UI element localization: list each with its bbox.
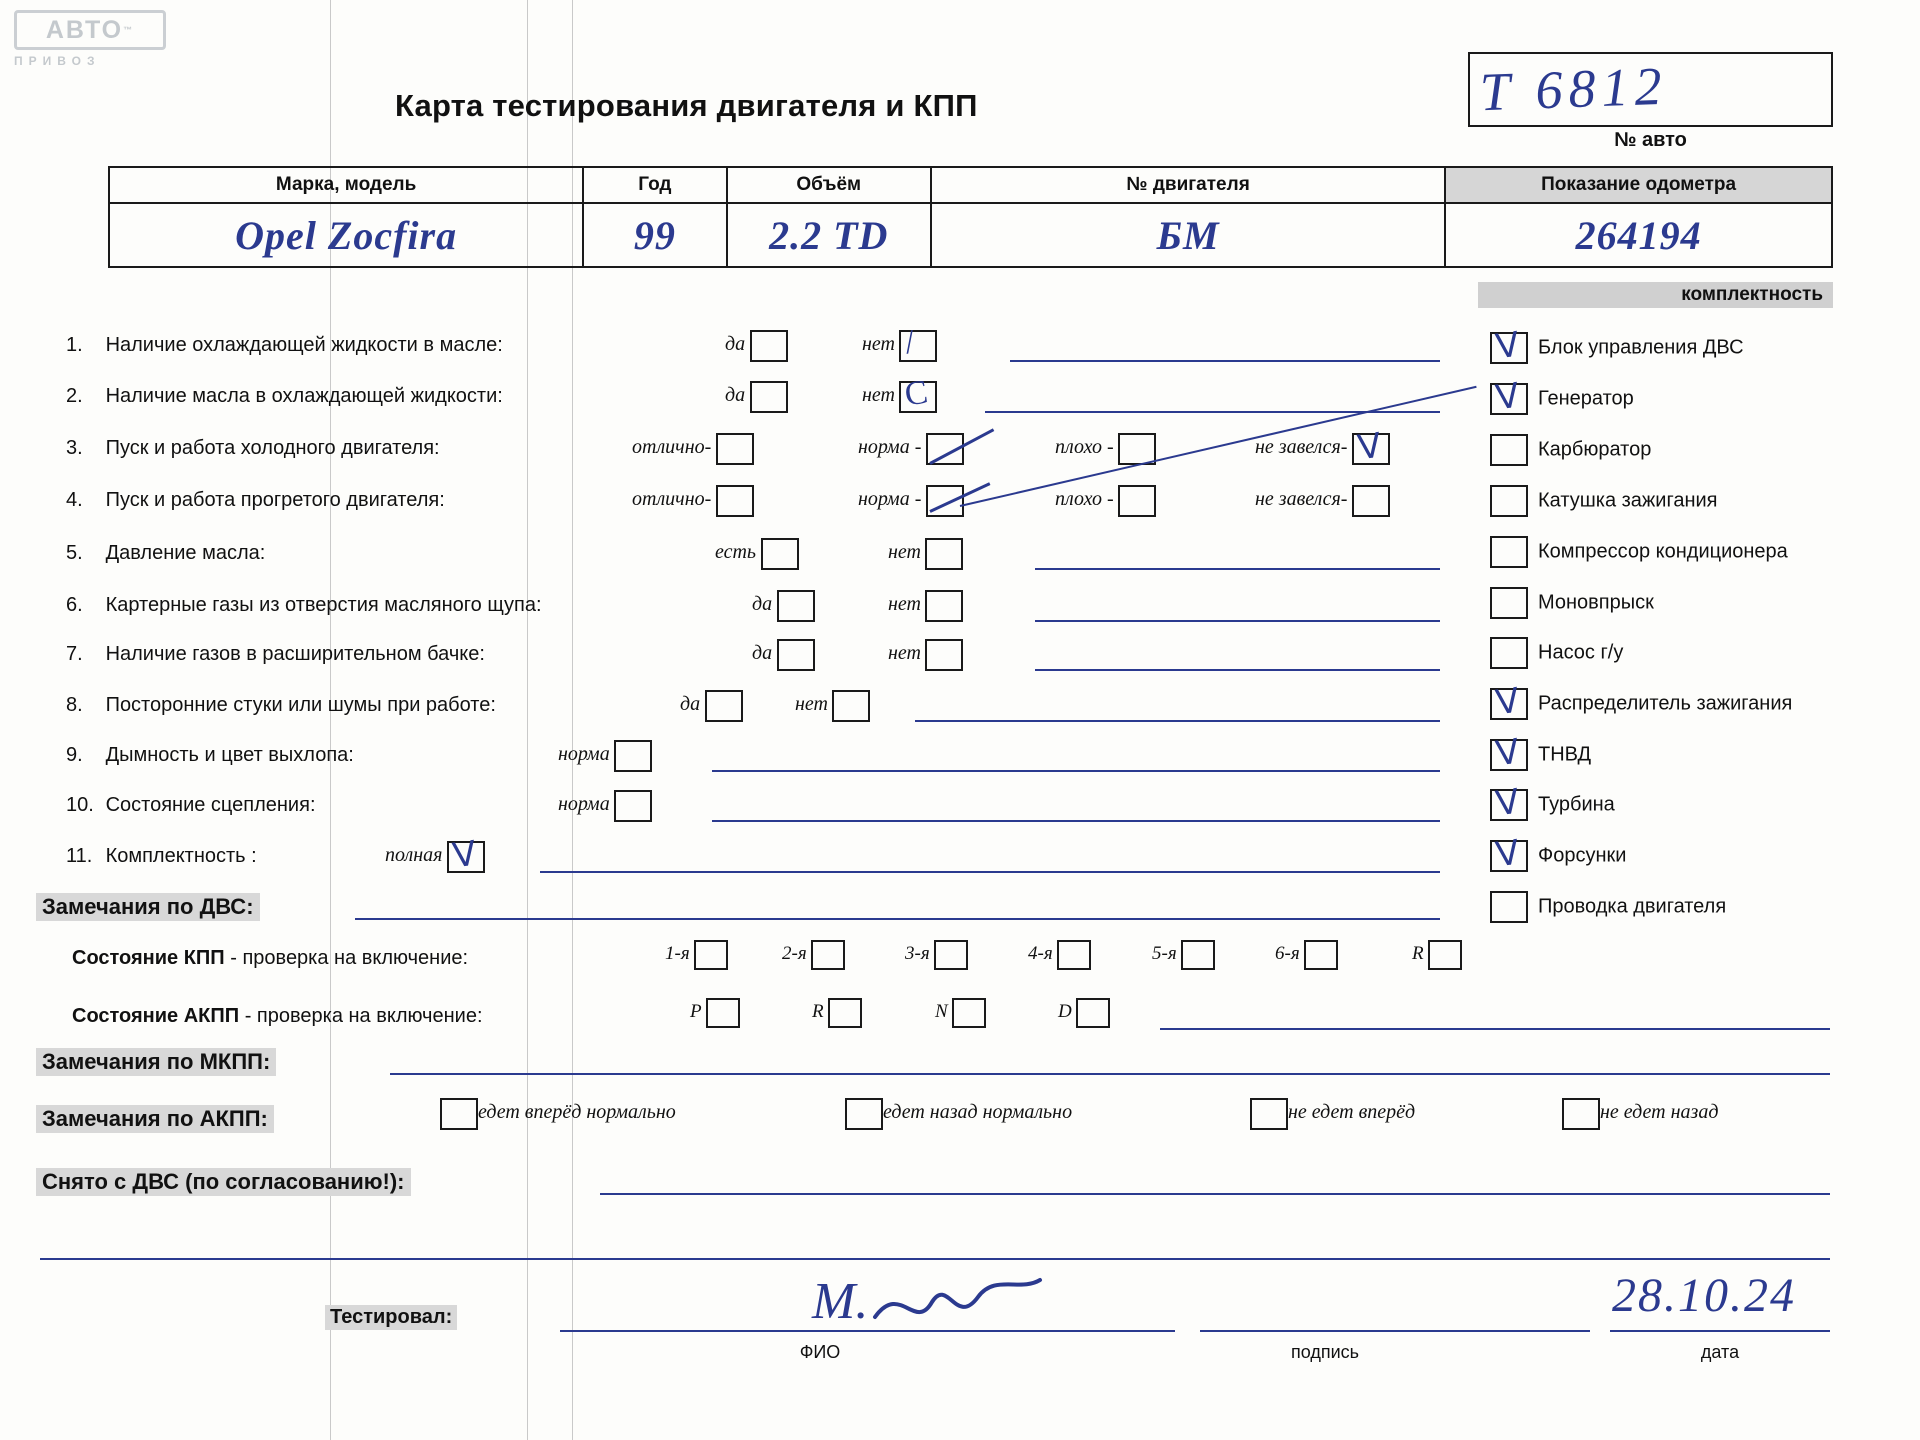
q11-full-tick: ᐯ: [450, 835, 479, 876]
question-text-8: Посторонние стуки или шумы при работе:: [105, 694, 496, 716]
q3-excellent-checkbox[interactable]: [716, 433, 754, 465]
mkpp-gear-6: [1275, 940, 1338, 970]
value-odometer[interactable]: [1445, 203, 1832, 267]
q5-option-no: [888, 538, 963, 570]
signature-label: подпись: [1290, 1342, 1360, 1362]
q5-yes-label: есть: [715, 541, 757, 564]
q9-note-line[interactable]: [712, 770, 1440, 772]
q1-yes-checkbox[interactable]: [750, 330, 788, 362]
value-year-text: 99: [633, 212, 676, 258]
value-volume[interactable]: [727, 203, 931, 267]
akpp-drive-reverse-ok: [845, 1098, 1072, 1130]
akpp-drive-forward-ok: [440, 1098, 676, 1130]
mkpp-gear-r-checkbox[interactable]: [1428, 940, 1462, 970]
q5-note-line[interactable]: [1035, 568, 1440, 570]
q7-yes-checkbox[interactable]: [777, 639, 815, 671]
q3-bad-label: плохо -: [1055, 436, 1114, 459]
completeness-item-injection-pump[interactable]: [1490, 733, 1592, 774]
q1-option-yes: [725, 330, 788, 362]
q1-yes-label: да: [725, 333, 746, 356]
completeness-distributor-checkbox[interactable]: [1490, 682, 1528, 723]
q6-yes-label: да: [752, 593, 773, 616]
fio-label: ФИО: [799, 1342, 841, 1362]
q6-no-checkbox[interactable]: [925, 590, 963, 622]
akpp-no-forward-label: не едет вперёд: [1288, 1101, 1416, 1124]
removed-line-2[interactable]: [40, 1258, 1830, 1260]
q11-full-label: полная: [385, 844, 443, 867]
akpp-mode-n-label: N: [935, 1001, 948, 1023]
question-text-7: Наличие газов в расширительном бачке:: [105, 643, 485, 665]
completeness-generator-label: Генератор: [1538, 387, 1634, 410]
q8-option-yes: [680, 690, 743, 722]
completeness-item-turbine[interactable]: [1490, 783, 1615, 824]
q2-yes-label: да: [725, 384, 746, 407]
q4-nostart-label: не завелся-: [1255, 488, 1348, 511]
mkpp-gear-1-checkbox[interactable]: [694, 940, 728, 970]
mkpp-gear-3-label: 3-я: [905, 943, 930, 965]
q5-no-label: нет: [888, 541, 921, 564]
completeness-item-distributor[interactable]: [1490, 682, 1793, 723]
section-removed-label: Снято с ДВС (по согласованию!):: [36, 1168, 411, 1196]
handwritten-sweep-stroke: [960, 386, 1477, 507]
question-row-1: [66, 334, 503, 357]
completeness-distributor-label: Распределитель зажигания: [1538, 692, 1793, 715]
q1-no-tick: /: [902, 323, 918, 362]
question-number-6: 6.: [66, 594, 83, 616]
completeness-item-engine-wiring[interactable]: [1490, 891, 1726, 923]
q2-no-tick: C: [902, 373, 931, 414]
q4-option-excellent: [632, 485, 754, 517]
completeness-ignition-coil-checkbox[interactable]: [1490, 485, 1528, 517]
completeness-power-steering-pump-checkbox[interactable]: [1490, 637, 1528, 669]
mkpp-gear-4-checkbox[interactable]: [1057, 940, 1091, 970]
tester-label: Тестировал:: [325, 1305, 457, 1330]
q10-normal-checkbox[interactable]: [614, 790, 652, 822]
question-row-6: [66, 594, 542, 617]
q2-option-yes: [725, 381, 788, 413]
q7-note-line[interactable]: [1035, 669, 1440, 671]
q2-option-no: [862, 373, 937, 414]
date-label: дата: [1700, 1342, 1740, 1362]
question-text-3: Пуск и работа холодного двигателя:: [105, 437, 440, 459]
q10-note-line[interactable]: [712, 820, 1440, 822]
q7-no-label: нет: [888, 642, 921, 665]
completeness-turbine-label: Турбина: [1538, 793, 1615, 816]
completeness-injectors-tick: ᐯ: [1493, 834, 1522, 875]
completeness-ecu-label: Блок управления ДВС: [1538, 336, 1744, 359]
q3-nostart-checkbox[interactable]: [1352, 427, 1390, 468]
akpp-check-line[interactable]: [1160, 1028, 1830, 1030]
question-number-3: 3.: [66, 437, 83, 459]
value-odometer-text: 264194: [1575, 212, 1702, 258]
question-number-4: 4.: [66, 489, 83, 511]
removed-line-1[interactable]: [600, 1193, 1830, 1195]
completeness-ecu-checkbox[interactable]: [1490, 326, 1528, 367]
completeness-monoinjection-label: Моновпрыск: [1538, 591, 1654, 614]
completeness-header: комплектность: [1478, 282, 1833, 308]
q8-note-line[interactable]: [915, 720, 1440, 722]
q1-option-no: [862, 323, 937, 362]
akpp-mode-d-checkbox[interactable]: [1076, 998, 1110, 1028]
plate-number-value: Т 6812: [1479, 55, 1669, 123]
akpp-mode-r-checkbox[interactable]: [828, 998, 862, 1028]
completeness-item-ecu[interactable]: [1490, 326, 1744, 367]
akpp-no-reverse-checkbox[interactable]: [1562, 1098, 1600, 1130]
question-number-11: 11.: [66, 845, 93, 867]
completeness-turbine-tick: ᐯ: [1493, 783, 1522, 824]
question-row-2: [66, 385, 503, 408]
completeness-item-injectors[interactable]: [1490, 834, 1627, 875]
mkpp-check-label: [72, 947, 468, 970]
akpp-drive-forward-ok-label: едет вперёд нормально: [478, 1101, 676, 1124]
question-row-7: [66, 643, 485, 666]
question-number-7: 7.: [66, 643, 83, 665]
akpp-mode-p: [690, 998, 740, 1028]
q9-normal-label: норма: [558, 743, 610, 766]
q5-option-yes: [715, 538, 799, 570]
question-row-9: [66, 744, 354, 767]
question-text-2: Наличие масла в охлаждающей жидкости:: [105, 385, 503, 407]
q5-yes-checkbox[interactable]: [761, 538, 799, 570]
akpp-drive-forward-ok-checkbox[interactable]: [440, 1098, 478, 1130]
q4-option-nostart: [1255, 485, 1390, 517]
header-year: Год: [583, 167, 726, 203]
q3-option-normal: [858, 433, 964, 465]
q11-note-line[interactable]: [540, 871, 1440, 873]
akpp-no-reverse: [1562, 1098, 1718, 1130]
watermark-logo: [14, 10, 184, 72]
akpp-drive-reverse-ok-checkbox[interactable]: [845, 1098, 883, 1130]
date-line[interactable]: [1610, 1330, 1830, 1332]
table-value-row: [109, 203, 1832, 267]
plate-number-label: № авто: [1614, 129, 1687, 151]
completeness-engine-wiring-label: Проводка двигателя: [1538, 895, 1727, 918]
q7-yes-label: да: [752, 642, 773, 665]
completeness-ecu-tick: ᐯ: [1493, 326, 1522, 367]
q11-full-checkbox[interactable]: [447, 835, 485, 876]
mkpp-gear-5: [1152, 940, 1215, 970]
mkpp-gear-2-label: 2-я: [782, 943, 807, 965]
header-engine-number: № двигателя: [931, 167, 1445, 203]
akpp-mode-n: [935, 998, 986, 1028]
q8-yes-label: да: [680, 693, 701, 716]
completeness-ignition-coil-label: Катушка зажигания: [1538, 489, 1718, 512]
dvs-notes-line[interactable]: [355, 918, 1440, 920]
header-volume: Объём: [727, 167, 931, 203]
mkpp-gear-3: [905, 940, 968, 970]
question-number-1: 1.: [66, 334, 83, 356]
q3-option-bad: [1055, 433, 1156, 465]
q4-normal-label: норма -: [858, 488, 922, 511]
completeness-item-carburetor[interactable]: [1490, 434, 1651, 466]
section-akpp-notes-label: Замечания по АКПП:: [36, 1105, 274, 1133]
question-number-5: 5.: [66, 542, 83, 564]
completeness-monoinjection-checkbox[interactable]: [1490, 587, 1528, 619]
completeness-injectors-label: Форсунки: [1538, 844, 1627, 867]
completeness-distributor-tick: ᐯ: [1493, 682, 1522, 723]
akpp-mode-p-checkbox[interactable]: [706, 998, 740, 1028]
q6-yes-checkbox[interactable]: [777, 590, 815, 622]
q1-no-checkbox[interactable]: [899, 323, 937, 362]
header-make-model: Марка, модель: [109, 167, 583, 203]
akpp-drive-reverse-ok-label: едет назад нормально: [883, 1101, 1073, 1124]
question-number-2: 2.: [66, 385, 83, 407]
completeness-ac-compressor-checkbox[interactable]: [1490, 536, 1528, 568]
mkpp-gear-5-checkbox[interactable]: [1181, 940, 1215, 970]
mkpp-gear-6-checkbox[interactable]: [1304, 940, 1338, 970]
fio-handwritten: М.: [812, 1273, 869, 1330]
mkpp-gear-4-label: 4-я: [1028, 943, 1053, 965]
value-make-model[interactable]: [109, 203, 583, 267]
q2-yes-checkbox[interactable]: [750, 381, 788, 413]
q4-bad-checkbox[interactable]: [1118, 485, 1156, 517]
completeness-engine-wiring-checkbox[interactable]: [1490, 891, 1528, 923]
q3-excellent-label: отлично-: [632, 436, 712, 459]
completeness-item-generator[interactable]: [1490, 377, 1634, 418]
mkpp-gear-1-label: 1-я: [665, 943, 690, 965]
mkpp-gear-1: [665, 940, 728, 970]
mkpp-gear-r-label: R: [1412, 943, 1424, 965]
question-row-3: [66, 437, 440, 460]
akpp-check-label-tail: - проверка на включение:: [239, 1005, 483, 1027]
value-engine-number-text: БМ: [1156, 212, 1220, 258]
completeness-generator-tick: ᐯ: [1493, 377, 1522, 418]
question-text-1: Наличие охлаждающей жидкости в масле:: [105, 334, 503, 356]
question-text-6: Картерные газы из отверстия масляного щупа:: [105, 594, 542, 616]
akpp-check-label: [72, 1005, 483, 1028]
q3-normal-label: норма -: [858, 436, 922, 459]
q10-normal-label: норма: [558, 793, 610, 816]
completeness-item-monoinjection[interactable]: [1490, 587, 1654, 619]
table-header-row: [109, 167, 1832, 203]
question-text-5: Давление масла:: [105, 542, 266, 564]
akpp-mode-p-label: P: [690, 1001, 702, 1023]
q4-excellent-checkbox[interactable]: [716, 485, 754, 517]
q2-no-label: нет: [862, 384, 895, 407]
value-engine-number[interactable]: [931, 203, 1445, 267]
q4-option-bad: [1055, 485, 1156, 517]
completeness-ac-compressor-label: Компрессор кондиционера: [1538, 540, 1788, 563]
question-number-8: 8.: [66, 694, 83, 716]
completeness-item-ignition-coil[interactable]: [1490, 485, 1718, 517]
question-text-11: Комплектность :: [105, 845, 257, 867]
q7-no-checkbox[interactable]: [925, 639, 963, 671]
mkpp-gear-r: [1412, 940, 1462, 970]
question-row-5: [66, 542, 265, 565]
q6-option-no: [888, 590, 963, 622]
mkpp-gear-5-label: 5-я: [1152, 943, 1177, 965]
akpp-mode-n-checkbox[interactable]: [952, 998, 986, 1028]
q8-option-no: [795, 690, 870, 722]
q8-no-checkbox[interactable]: [832, 690, 870, 722]
q1-note-line[interactable]: [1010, 360, 1440, 362]
question-text-9: Дымность и цвет выхлопа:: [105, 744, 354, 766]
q11-option-full: [385, 835, 485, 876]
section-dvs-notes-label: Замечания по ДВС:: [36, 893, 260, 921]
completeness-carburetor-checkbox[interactable]: [1490, 434, 1528, 466]
q5-no-checkbox[interactable]: [925, 538, 963, 570]
akpp-mode-d: [1058, 998, 1110, 1028]
question-row-11: [66, 845, 257, 868]
q6-no-label: нет: [888, 593, 921, 616]
q10-option-normal: [558, 790, 652, 822]
q4-nostart-checkbox[interactable]: [1352, 485, 1390, 517]
question-text-10: Состояние сцепления:: [105, 794, 316, 816]
completeness-injection-pump-checkbox[interactable]: [1490, 733, 1528, 774]
mkpp-gear-6-label: 6-я: [1275, 943, 1300, 965]
watermark-brand-text: АВТО: [45, 15, 124, 44]
mkpp-notes-line[interactable]: [390, 1073, 1830, 1075]
q4-excellent-label: отлично-: [632, 488, 712, 511]
mkpp-check-label-tail: - проверка на включение:: [224, 947, 469, 969]
q6-option-yes: [752, 590, 815, 622]
completeness-injection-pump-tick: ᐯ: [1493, 733, 1522, 774]
mkpp-gear-4: [1028, 940, 1091, 970]
q2-no-checkbox[interactable]: [899, 373, 937, 414]
completeness-turbine-checkbox[interactable]: [1490, 783, 1528, 824]
akpp-check-label-strong: Состояние АКПП: [72, 1005, 240, 1027]
completeness-item-ac-compressor[interactable]: [1490, 536, 1788, 568]
q6-note-line[interactable]: [1035, 620, 1440, 622]
completeness-generator-checkbox[interactable]: [1490, 377, 1528, 418]
value-year[interactable]: [583, 203, 726, 267]
q3-option-excellent: [632, 433, 754, 465]
mkpp-check-label-strong: Состояние КПП: [72, 947, 225, 969]
question-row-8: [66, 694, 496, 717]
q7-option-yes: [752, 639, 815, 671]
page-title: Карта тестирования двигателя и КПП: [395, 88, 978, 123]
signature-scribble: [870, 1272, 1120, 1342]
header-odometer: Показание одометра: [1445, 167, 1832, 203]
mkpp-gear-2: [782, 940, 845, 970]
q9-option-normal: [558, 740, 652, 772]
question-number-10: 10.: [66, 794, 94, 816]
akpp-no-reverse-label: не едет назад: [1600, 1101, 1719, 1124]
q8-yes-checkbox[interactable]: [705, 690, 743, 722]
akpp-mode-d-label: D: [1058, 1001, 1072, 1023]
question-text-4: Пуск и работа прогретого двигателя:: [105, 489, 445, 511]
q8-no-label: нет: [795, 693, 828, 716]
akpp-no-forward-checkbox[interactable]: [1250, 1098, 1288, 1130]
question-row-10: [66, 794, 316, 817]
completeness-carburetor-label: Карбюратор: [1538, 438, 1652, 461]
q9-normal-checkbox[interactable]: [614, 740, 652, 772]
mkpp-gear-2-checkbox[interactable]: [811, 940, 845, 970]
q4-bad-label: плохо -: [1055, 488, 1114, 511]
mkpp-gear-3-checkbox[interactable]: [934, 940, 968, 970]
watermark-tm: ™: [123, 25, 135, 35]
watermark-sub: ПРИВОЗ: [14, 54, 101, 68]
q3-option-nostart: [1255, 427, 1390, 468]
vehicle-id-table: [108, 166, 1833, 268]
akpp-mode-r-label: R: [812, 1001, 824, 1023]
watermark-brand: [14, 10, 166, 50]
completeness-injectors-checkbox[interactable]: [1490, 834, 1528, 875]
akpp-mode-r: [812, 998, 862, 1028]
completeness-power-steering-pump-label: Насос г/у: [1538, 641, 1624, 664]
q7-option-no: [888, 639, 963, 671]
question-row-4: [66, 489, 445, 512]
date-handwritten: 28.10.24: [1612, 1269, 1796, 1322]
q1-no-label: нет: [862, 333, 895, 356]
section-mkpp-notes-label: Замечания по МКПП:: [36, 1048, 276, 1076]
completeness-item-power-steering-pump[interactable]: [1490, 637, 1623, 669]
completeness-injection-pump-label: ТНВД: [1538, 743, 1592, 766]
akpp-no-forward: [1250, 1098, 1415, 1130]
question-number-9: 9.: [66, 744, 83, 766]
q3-nostart-label: не завелся-: [1255, 436, 1348, 459]
value-volume-text: 2.2 TD: [769, 212, 889, 258]
signature-line[interactable]: [1200, 1330, 1590, 1332]
q3-nostart-tick: ᐯ: [1355, 427, 1384, 468]
value-make-model-text: Opel Zocfira: [235, 212, 458, 258]
